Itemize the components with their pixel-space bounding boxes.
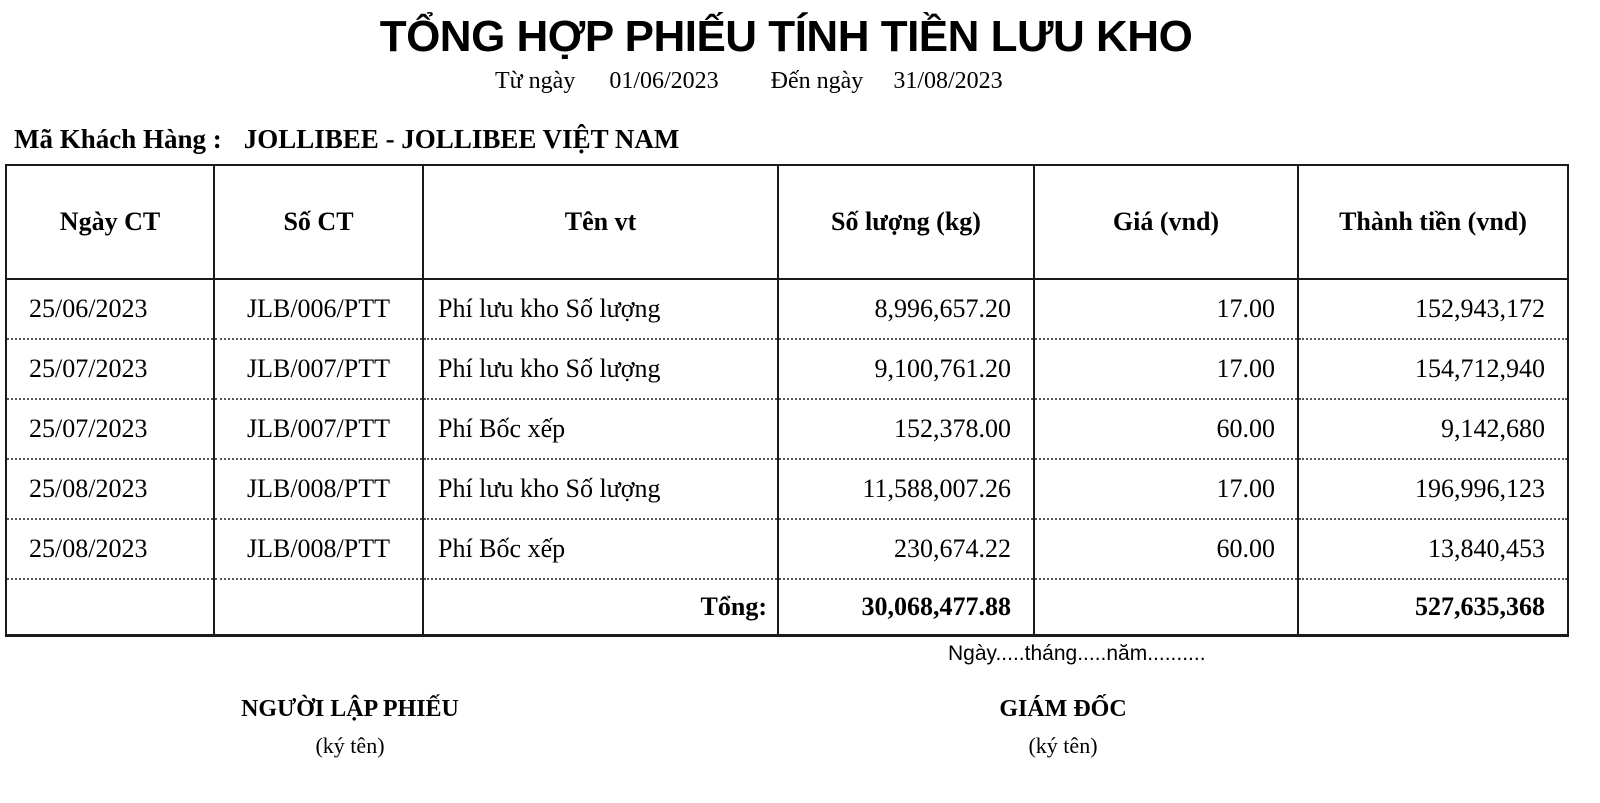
to-date-label: Đến ngày [770, 68, 864, 94]
col-header-thanh-tien: Thành tiền (vnd) [1298, 165, 1568, 279]
table-header-row [6, 165, 1568, 279]
signature-block-director [903, 696, 1223, 759]
cell-date: 25/08/2023 [6, 459, 214, 519]
cell-quantity: 152,378.00 [778, 399, 1034, 459]
cell-date: 25/06/2023 [6, 279, 214, 339]
cell-price: 60.00 [1034, 399, 1298, 459]
table-row [6, 459, 1568, 519]
cell-item-name: Phí lưu kho Số lượng [423, 339, 778, 399]
col-header-gia: Giá (vnd) [1034, 165, 1298, 279]
cell-date: 25/07/2023 [6, 399, 214, 459]
cell-amount: 152,943,172 [1298, 279, 1568, 339]
cell-amount: 196,996,123 [1298, 459, 1568, 519]
cell-price: 17.00 [1034, 339, 1298, 399]
signature-block-preparer [190, 696, 510, 759]
table-total-row [6, 579, 1568, 636]
cell-quantity: 230,674.22 [778, 519, 1034, 579]
table-row [6, 339, 1568, 399]
preparer-title: NGƯỜI LẬP PHIẾU [241, 696, 459, 722]
cell-item-name: Phí Bốc xếp [423, 399, 778, 459]
cell-price: 17.00 [1034, 459, 1298, 519]
cell-doc-no: JLB/008/PTT [214, 459, 423, 519]
col-header-ten-vt: Tên vt [423, 165, 778, 279]
total-quantity: 30,068,477.88 [778, 579, 1034, 636]
cell-doc-no: JLB/007/PTT [214, 339, 423, 399]
cell-amount: 13,840,453 [1298, 519, 1568, 579]
preparer-sign-hint: (ký tên) [315, 733, 385, 758]
cell-quantity: 9,100,761.20 [778, 339, 1034, 399]
billing-table [5, 164, 1569, 637]
cell-quantity: 8,996,657.20 [778, 279, 1034, 339]
cell-item-name: Phí Bốc xếp [423, 519, 778, 579]
cell-amount: 154,712,940 [1298, 339, 1568, 399]
cell-empty [1034, 579, 1298, 636]
customer-line [14, 124, 679, 155]
page-title: TỔNG HỢP PHIẾU TÍNH TIỀN LƯU KHO [379, 12, 1193, 61]
cell-price: 60.00 [1034, 519, 1298, 579]
table-row [6, 279, 1568, 339]
table-row [6, 519, 1568, 579]
cell-empty [214, 579, 423, 636]
cell-doc-no: JLB/006/PTT [214, 279, 423, 339]
total-label: Tổng: [423, 579, 778, 636]
cell-item-name: Phí lưu kho Số lượng [423, 459, 778, 519]
cell-price: 17.00 [1034, 279, 1298, 339]
cell-quantity: 11,588,007.26 [778, 459, 1034, 519]
signature-date-line: Ngày.....tháng.....năm.......... [948, 642, 1206, 665]
from-date-value: 01/06/2023 [609, 68, 719, 94]
col-header-so-luong: Số lượng (kg) [778, 165, 1034, 279]
to-date-value: 31/08/2023 [893, 68, 1003, 94]
table-row [6, 399, 1568, 459]
cell-doc-no: JLB/007/PTT [214, 399, 423, 459]
cell-item-name: Phí lưu kho Số lượng [423, 279, 778, 339]
date-range-line [495, 68, 1003, 95]
cell-doc-no: JLB/008/PTT [214, 519, 423, 579]
customer-code-value: JOLLIBEE - JOLLIBEE VIỆT NAM [243, 124, 680, 154]
director-sign-hint: (ký tên) [1028, 733, 1098, 758]
from-date-label: Từ ngày [495, 68, 576, 94]
customer-code-label: Mã Khách Hàng : [14, 124, 222, 154]
col-header-ngay-ct: Ngày CT [6, 165, 214, 279]
cell-date: 25/07/2023 [6, 339, 214, 399]
cell-amount: 9,142,680 [1298, 399, 1568, 459]
cell-empty [6, 579, 214, 636]
director-title: GIÁM ĐỐC [999, 696, 1127, 722]
total-amount: 527,635,368 [1298, 579, 1568, 636]
col-header-so-ct: Số CT [214, 165, 423, 279]
cell-date: 25/08/2023 [6, 519, 214, 579]
